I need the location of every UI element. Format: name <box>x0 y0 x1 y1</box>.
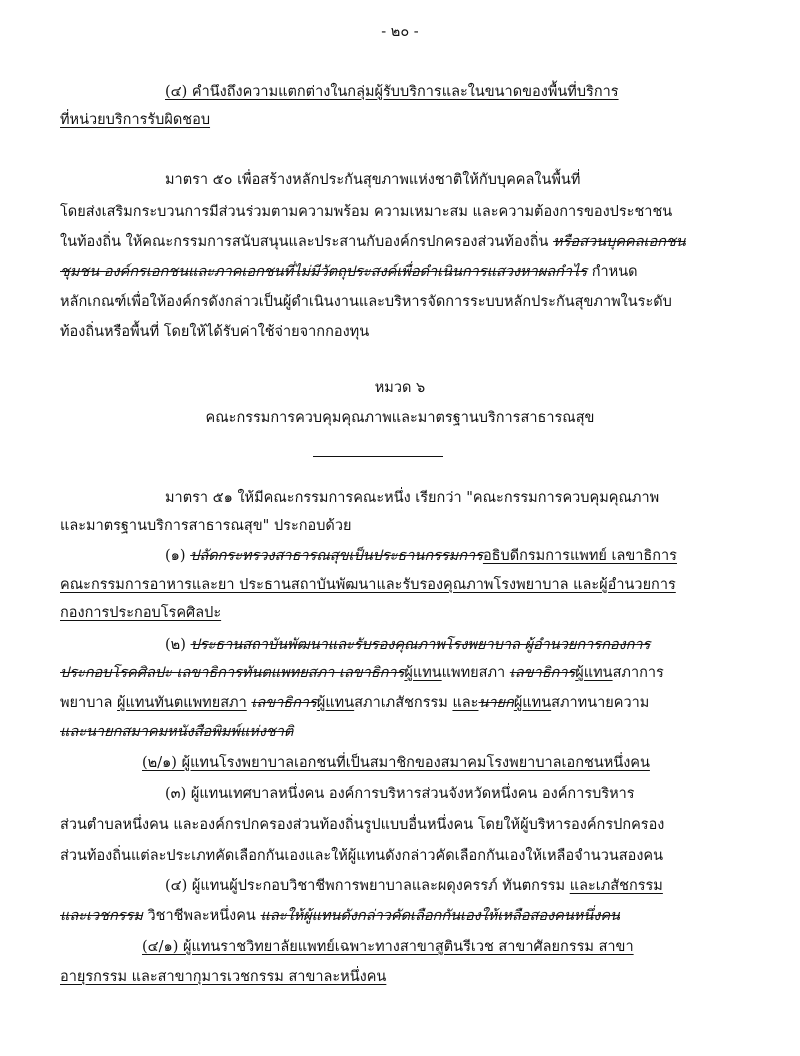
item-2-struck-6: และนายกสมาคมหนังสือพิมพ์แห่งชาติ <box>60 724 294 740</box>
item-2-line-3 <box>60 693 649 713</box>
section-50-line-3-struck: หรือสวนบุคคลเอกชน <box>553 234 686 250</box>
chapter-title: คณะกรรมการควบคุมคุณภาพและมาตรฐานบริการสาธารณสุข <box>205 410 595 426</box>
section-50-line-3-text: ในท้องถิ่น ให้คณะกรรมการสนับสนุนและประสานกับองค์กรปกครองส่วนท้องถิ่น <box>60 234 549 250</box>
item-2-rep-2: ผู้แทน <box>575 665 613 681</box>
item-4-line-2: ที่หน่วยบริการรับผิดชอบ <box>60 112 211 128</box>
item-1-number: (๑) <box>165 548 186 564</box>
item-2-rep-4: ผู้แทน <box>316 695 355 711</box>
section-50-line-4-struck: ชุมชน องค์กรเอกชนและภาคเอกชนที่ไม่มีวัตถุประสงค์เพื่อดำเนินการแสวงหาผลกำไร <box>60 264 588 280</box>
item-2-struck-3: เลขาธิการ <box>509 665 576 681</box>
item-4-line-1: (๔) คำนึงถึงความแตกต่างในกลุ่มผู้รับบริการและในขนาดของพื้นที่บริการ <box>165 84 619 100</box>
item-3-line-3: ส่วนท้องถิ่นแต่ละประเภทคัดเลือกกันเองและให้ผู้แทนดังกล่าวคัดเลือกกันเองให้เหลือจำนวนสองคน <box>60 848 664 864</box>
item-4b-text: (๔) ผู้แทนผู้ประกอบวิชาชีพการพยาบาลและผดุงครรภ์ ทันตกรรม <box>165 878 570 894</box>
section-50-line-1: มาตรา ๕๐ เพื่อสร้างหลักประกันสุขภาพแห่งชาติให้กับบุคคลในพื้นที่ <box>165 172 581 188</box>
item-2-1: (๒/๑) ผู้แทนโรงพยาบาลเอกชนที่เป็นสมาชิกของสมาคมโรงพยาบาลเอกชนหนึ่งคน <box>142 755 650 771</box>
divider-rule <box>313 456 443 457</box>
item-2-struck-5: นายก <box>478 695 514 711</box>
item-4b-added: และเภสัชกรรม <box>569 878 663 894</box>
item-3-line-2: ส่วนตำบลหนึ่งคน และองค์กรปกครองส่วนท้องถิ่นรูปแบบอื่นหนึ่งคน โดยให้ผู้บริหารองค์กรปกครอง <box>60 817 665 833</box>
item-4b-text-2: วิชาชีพละหนึ่งคน <box>142 908 261 924</box>
item-2-line-1 <box>165 635 650 655</box>
section-50-line-5: หลักเกณฑ์เพื่อให้องค์กรดังกล่าวเป็นผู้ดำเนินงานและบริหารจัดการระบบหลักประกันสุขภาพในระดับ <box>60 294 672 310</box>
item-2-text-3: พยาบาล <box>60 695 118 711</box>
section-50-line-4 <box>60 262 638 282</box>
item-4-1-line-2: อายุรกรรม และสาขากุมารเวชกรรม สาขาละหนึ่งคน <box>60 969 387 985</box>
section-50-line-4-text: กำหนด <box>591 264 638 280</box>
item-1-text: อธิบดีกรมการแพทย์ เลขาธิการ <box>482 548 677 564</box>
item-4b-struck-1: และเวชกรรม <box>60 908 143 924</box>
item-2-line-4 <box>60 722 293 742</box>
item-2-text-1: แพทยสภา <box>441 665 510 681</box>
item-2-struck-2: ประกอบโรคศิลปะ เลขาธิการทันตแพทยสภา เลขาธิการ <box>60 665 405 681</box>
item-2-text-4: สภาเภสัชกรรม <box>354 695 453 711</box>
item-2-rep-1: ผู้แทน <box>404 665 442 681</box>
item-2-line-2 <box>60 663 664 683</box>
item-2-rep-3: ผู้แทนทันตแพทยสภา <box>117 695 247 711</box>
section-50-line-6: ท้องถิ่นหรือพื้นที่ โดยให้ได้รับค่าใช้จ่ายจากกองทุน <box>60 324 370 340</box>
section-50-line-3 <box>60 232 686 252</box>
item-2-and: และ <box>452 695 479 711</box>
item-1-line-1 <box>165 546 677 566</box>
item-4b-line-1 <box>165 876 663 896</box>
item-3-line-1: (๓) ผู้แทนเทศบาลหนึ่งคน องค์การบริหารส่วนจังหวัดหนึ่งคน องค์การบริหาร <box>165 786 635 802</box>
item-4b-struck-2: และให้ผู้แทนดังกล่าวคัดเลือกกันเองให้เหลือสองคนหนึ่งคน <box>260 908 620 924</box>
item-1-struck: ปลัดกระทรวงสาธารณสุขเป็นประธานกรรมการ <box>190 548 483 564</box>
item-2-text-2: สภาการ <box>612 665 664 681</box>
item-4-1-line-1: (๔/๑) ผู้แทนราชวิทยาลัยแพทย์เฉพาะทางสาขาสูติน​รีเวช สาขาศัลยกรรม สาขา <box>142 939 634 955</box>
item-2-text-5: สภาทนายความ <box>551 695 650 711</box>
page-number: - ๒๐ - <box>381 24 419 40</box>
item-2-rep-5: ผู้แทน <box>513 695 552 711</box>
section-51-line-2: และมาตรฐานบริการสาธารณสุข" ประกอบด้วย <box>60 518 352 534</box>
item-2-struck-1: ประธานสถาบันพัฒนาและรับรองคุณภาพโรงพยาบาล ผู้อำนวยการกองการ <box>190 637 651 653</box>
section-51-line-1: มาตรา ๕๑ ให้มีคณะกรรมการคณะหนึ่ง เรียกว่า "คณะกรรมการควบคุมคุณภาพ <box>165 490 660 506</box>
section-50-line-2: โดยส่งเสริมกระบวนการมีส่วนร่วมตามความพร้อม ความเหมาะสม และความต้องการของประชาชน <box>60 204 673 220</box>
item-2-struck-4: เลขาธิการ <box>251 695 317 711</box>
chapter-number: หมวด ๖ <box>374 380 426 396</box>
item-2-number: (๒) <box>165 637 186 653</box>
item-4b-line-2 <box>60 906 620 926</box>
item-1-line-2: คณะกรรมการอาหารและยา ประธานสถาบันพัฒนาและรับรองคุณภาพโรงพยาบาล และผู้อำนวยการ <box>60 577 676 593</box>
item-1-line-3: กองการประกอบโรคศิลปะ <box>60 605 222 621</box>
